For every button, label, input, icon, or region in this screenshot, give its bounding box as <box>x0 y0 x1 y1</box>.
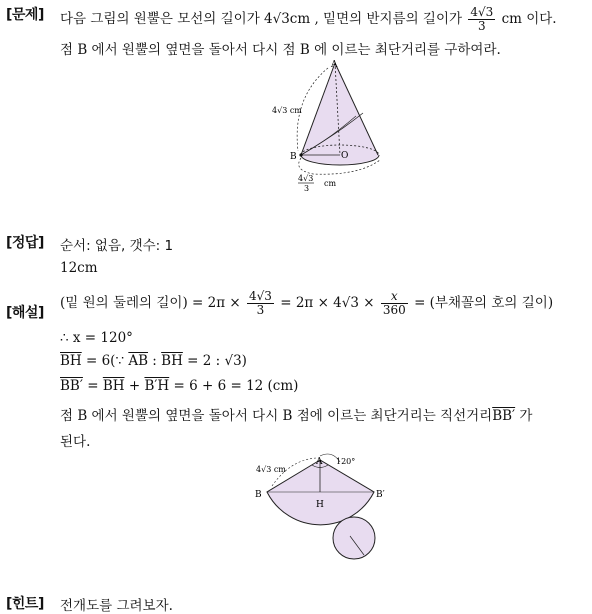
problem-line-1 <box>60 6 557 33</box>
explanation-line-4: $BB' = \overline{BH} + B'H = 6 + 6 = 12$ (cm) <box>60 378 299 394</box>
label-angle: 120° <box>336 457 356 466</box>
answer-line-1: 순서: 없음, 갯수: 1 <box>60 238 174 254</box>
problem-line-1-text: 다음 그림의 원뿔은 모선의 길이가 4√3cm , 밑면의 반지름의 길이가 <box>60 11 463 27</box>
radius-fraction: $\frac{4√3}{3}$ <box>470 5 494 33</box>
label-o: O <box>341 151 349 161</box>
explanation-line-6: 된다. <box>60 434 91 450</box>
label-slant: 4√3 cm <box>272 106 302 115</box>
explanation-line-2: ∴ x = 120° <box>60 330 133 346</box>
fraction-2: $\frac{x}{360}$ <box>382 289 406 317</box>
fraction-1: $\frac{4√3}{3}$ <box>249 289 272 317</box>
hint-label: [힌트] <box>6 596 44 612</box>
answer-label: [정답] <box>6 235 44 251</box>
label-a2: A <box>316 457 323 467</box>
label-radius-num: 4√3 <box>298 174 314 183</box>
explanation-line-3: $\overline{BH}$ = 6(∵ $\overline{AB}$ : $\overline{BH} = 2$ : √3) <box>60 353 247 369</box>
label-radius-den: 3 <box>304 184 310 193</box>
cone-figure <box>268 58 388 193</box>
label-h: H <box>316 500 324 510</box>
problem-label: [문제] <box>6 7 44 23</box>
label-bprime: B′ <box>376 490 385 500</box>
hint-line-1: 전개도를 그려보자. <box>60 598 173 614</box>
label-radius-unit: cm <box>324 179 337 188</box>
explanation-line-5: 점 B 에서 원뿔의 옆면을 돌아서 다시 B 점에 이르는 최단거리는 직선거리BB′ 가 <box>60 408 533 424</box>
development-figure <box>250 452 400 564</box>
explanation-line-1: (밑 원의 둘레의 길이) = 2π × $\frac{4√3}{3}$ = 2π × 4√3 × $\frac{x}{360}$ = (부채꼴의 호의 길이) <box>60 289 554 317</box>
label-b2: B <box>255 490 262 500</box>
label-b: B <box>290 152 297 162</box>
label-slant2: 4√3 cm <box>256 465 286 474</box>
problem-line-1-unit: cm 이다. <box>501 11 557 27</box>
label-a: A <box>331 60 338 70</box>
problem-line-2: 점 B 에서 원뿔의 옆면을 돌아서 다시 점 B 에 이르는 최단거리를 구하여라. <box>60 42 501 58</box>
explanation-label: [해설] <box>6 305 44 321</box>
answer-line-2: 12cm <box>60 260 98 276</box>
